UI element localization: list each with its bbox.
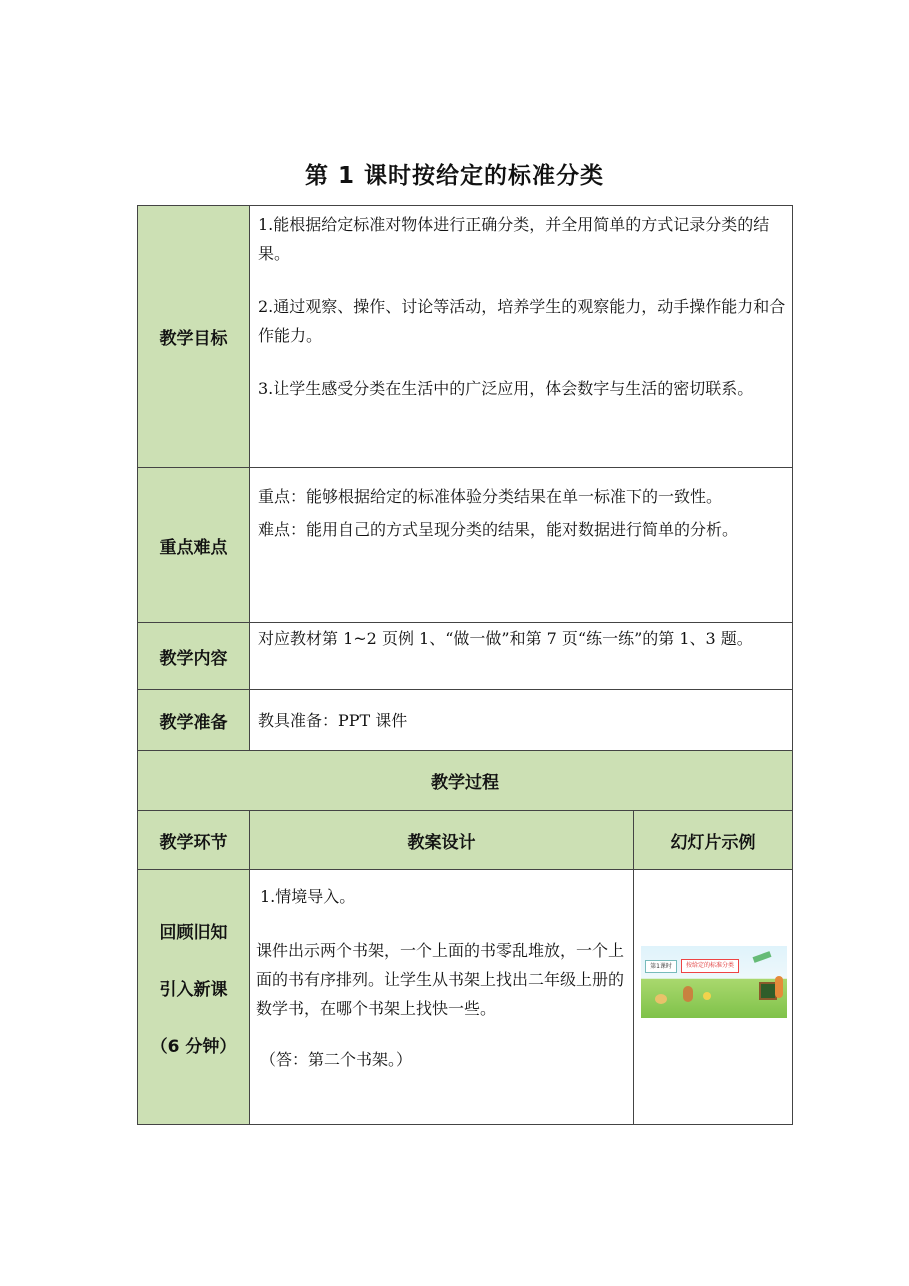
process-header-text: 教学过程 xyxy=(431,773,499,793)
stage-line: 回顾旧知 xyxy=(159,923,228,943)
stage-label xyxy=(138,905,249,1076)
animal-icon xyxy=(683,986,693,1002)
content-text: 对应教材第 1~2 页例 1、“做一做”和第 7 页“练一练”的第 1、3 题。 xyxy=(258,629,753,648)
prep-label-text: 教学准备 xyxy=(159,712,228,733)
slide-thumbnail xyxy=(641,946,787,1018)
goal-item: 3.让学生感受分类在生活中的广泛应用，体会数字与生活的密切联系。 xyxy=(258,379,754,398)
key-label xyxy=(137,467,250,623)
stage-line: （6 分钟） xyxy=(150,1037,237,1057)
goals-label-text: 教学目标 xyxy=(159,329,228,349)
content-label xyxy=(137,622,250,690)
col-slide-header xyxy=(633,810,793,870)
content-label-text: 教学内容 xyxy=(159,648,228,669)
page-title: 第 1 课时按给定的标准分类 xyxy=(304,163,605,189)
child-icon xyxy=(775,976,783,998)
animal-icon xyxy=(655,994,667,1004)
content-cell xyxy=(249,622,793,690)
key-cell xyxy=(249,467,793,623)
goals-label xyxy=(137,205,250,468)
key-label-text: 重点难点 xyxy=(159,537,228,558)
slide-title: 按给定的标准分类 xyxy=(681,959,739,973)
col-design-header xyxy=(249,810,634,870)
kite-icon xyxy=(753,951,772,963)
flower-icon xyxy=(703,992,711,1000)
col-slide-text: 幻灯片示例 xyxy=(670,832,756,853)
stage-cell xyxy=(137,869,250,1125)
process-header xyxy=(137,750,793,811)
difficulty: 难点：能用自己的方式呈现分类的结果，能对数据进行简单的分析。 xyxy=(258,520,739,539)
prep-label xyxy=(137,689,250,751)
stage-line: 引入新课 xyxy=(159,980,228,1000)
design-cell xyxy=(249,869,634,1125)
goal-item: 2.通过观察、操作、讨论等活动，培养学生的观察能力，动手操作能力和合作能力。 xyxy=(258,297,786,345)
col-stage-header xyxy=(137,810,250,870)
design-answer: （答：第二个书架。） xyxy=(260,1050,413,1069)
design-text: 课件出示两个书架，一个上面的书零乱堆放，一个上面的书有序排列。让学生从书架上找出二年级上册的数学书，在哪个书架上找快一些。 xyxy=(256,941,625,1018)
prep-cell xyxy=(249,689,793,751)
col-stage-text: 教学环节 xyxy=(159,832,228,853)
prep-text: 教具准备：PPT 课件 xyxy=(258,710,408,730)
slide-tag: 第1课时 xyxy=(645,960,677,973)
col-design-text: 教案设计 xyxy=(407,832,476,853)
goals-cell xyxy=(249,205,793,468)
design-step: 1.情境导入。 xyxy=(260,887,356,906)
key-point: 重点：能够根据给定的标准体验分类结果在单一标准下的一致性。 xyxy=(258,487,723,506)
goal-item: 1.能根据给定标准对物体进行正确分类，并全用简单的方式记录分类的结果。 xyxy=(258,215,770,263)
